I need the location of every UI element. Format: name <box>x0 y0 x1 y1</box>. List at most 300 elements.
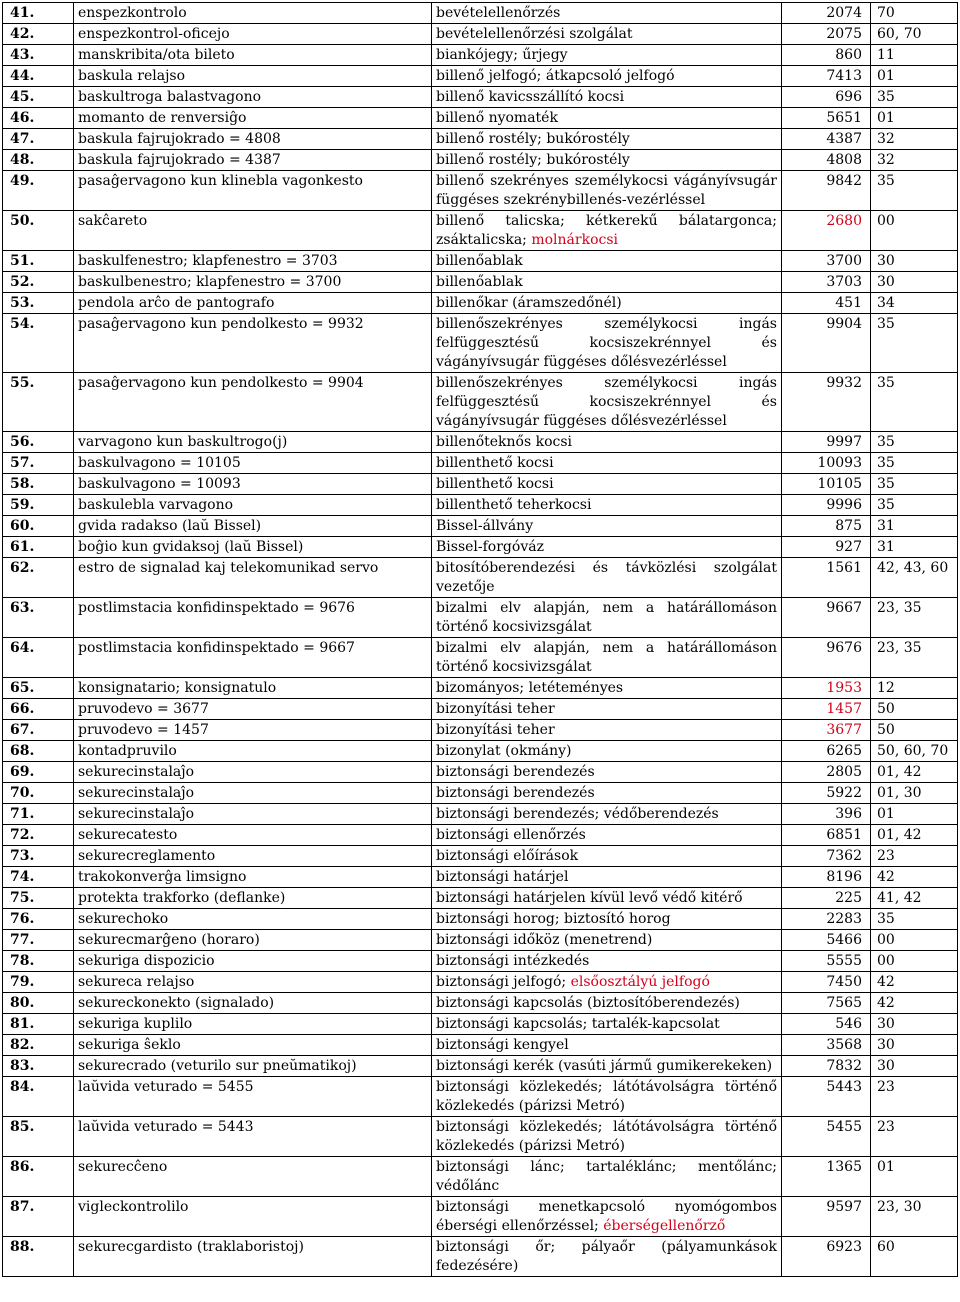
term-code <box>782 1077 871 1117</box>
esperanto-term: pasaĝervagono kun pendolkesto = 9932 <box>74 314 432 373</box>
code-value: 9842 <box>826 173 862 189</box>
code-value: 7450 <box>826 974 862 990</box>
table-row <box>3 1197 958 1237</box>
entry-number: 58. <box>3 474 74 495</box>
term-code <box>782 1237 871 1277</box>
hungarian-term <box>432 678 782 699</box>
term-code <box>782 972 871 993</box>
category-codes: 01, 42 <box>871 825 958 846</box>
esperanto-term: sekurecmarĝeno (horaro) <box>74 930 432 951</box>
term-code <box>782 1117 871 1157</box>
hungarian-term <box>432 804 782 825</box>
text-segment: billenthető kocsi <box>436 476 554 492</box>
entry-number: 60. <box>3 516 74 537</box>
esperanto-term: sekurecinstalaĵo <box>74 804 432 825</box>
esperanto-term: baskula fajrujokrado = 4808 <box>74 129 432 150</box>
text-segment: billenőablak <box>436 274 523 290</box>
entry-number: 86. <box>3 1157 74 1197</box>
table-row <box>3 888 958 909</box>
esperanto-term: pruvodevo = 3677 <box>74 699 432 720</box>
category-codes: 11 <box>871 45 958 66</box>
hungarian-term <box>432 598 782 638</box>
text-segment: billenőszekrényes személykocsi ingás felfüggesztésű kocsiszekrénnyel és vágányívsugár függéses dőlésvezérléssel <box>436 316 777 370</box>
category-codes: 42 <box>871 867 958 888</box>
entry-number: 48. <box>3 150 74 171</box>
text-segment: bevételellenőrzési szolgálat <box>436 26 633 42</box>
entry-number: 67. <box>3 720 74 741</box>
text-segment: biztonsági kapcsolás; tartalék-kapcsolat <box>436 1016 720 1032</box>
term-code <box>782 678 871 699</box>
entry-number: 85. <box>3 1117 74 1157</box>
hungarian-term <box>432 638 782 678</box>
term-code <box>782 373 871 432</box>
text-segment: biztonsági kapcsolás (biztosítóberendezés) <box>436 995 740 1011</box>
table-row <box>3 972 958 993</box>
esperanto-term: protekta trakforko (deflanke) <box>74 888 432 909</box>
code-value: 875 <box>835 518 862 534</box>
table-row <box>3 24 958 45</box>
category-codes: 23, 30 <box>871 1197 958 1237</box>
text-segment: bizonyítási teher <box>436 722 555 738</box>
code-value: 3703 <box>826 274 862 290</box>
highlighted-code: 1953 <box>826 680 862 696</box>
text-segment: biztonsági őr; pályaőr (pályamunkások fedezésére) <box>436 1239 777 1274</box>
entry-number: 52. <box>3 272 74 293</box>
category-codes: 23 <box>871 846 958 867</box>
category-codes: 32 <box>871 150 958 171</box>
esperanto-term: boĝio kun gvidaksoj (laŭ Bissel) <box>74 537 432 558</box>
text-segment: biztonsági berendezés <box>436 785 595 801</box>
term-code <box>782 453 871 474</box>
category-codes: 01 <box>871 1157 958 1197</box>
text-segment: biztonsági berendezés; védőberendezés <box>436 806 719 822</box>
text-segment: bizalmi elv alapján, nem a határállomáson történő kocsivizsgálat <box>436 640 777 675</box>
table-row <box>3 930 958 951</box>
term-code <box>782 1157 871 1197</box>
table-row <box>3 516 958 537</box>
hungarian-term <box>432 373 782 432</box>
esperanto-term: sekuriga dispozicio <box>74 951 432 972</box>
term-code <box>782 537 871 558</box>
category-codes: 35 <box>871 314 958 373</box>
entry-number: 63. <box>3 598 74 638</box>
text-segment: billenőkar (áramszedőnél) <box>436 295 622 311</box>
category-codes: 00 <box>871 211 958 251</box>
esperanto-term: sekuriga kuplilo <box>74 1014 432 1035</box>
esperanto-term: sakĉareto <box>74 211 432 251</box>
hungarian-term <box>432 3 782 24</box>
table-row <box>3 45 958 66</box>
code-value: 927 <box>835 539 862 555</box>
text-segment: biztonsági közlekedés; látótávolságra történő közlekedés (párizsi Metró) <box>436 1079 777 1114</box>
text-segment: billenő nyomaték <box>436 110 558 126</box>
code-value: 7413 <box>826 68 862 84</box>
hungarian-term <box>432 24 782 45</box>
code-value: 5922 <box>826 785 862 801</box>
esperanto-term: gvida radakso (laŭ Bissel) <box>74 516 432 537</box>
esperanto-term: sekurecatesto <box>74 825 432 846</box>
table-row <box>3 741 958 762</box>
entry-number: 50. <box>3 211 74 251</box>
table-row <box>3 783 958 804</box>
table-row <box>3 1056 958 1077</box>
hungarian-term <box>432 951 782 972</box>
esperanto-term: baskulfenestro; klapfenestro = 3703 <box>74 251 432 272</box>
entry-number: 77. <box>3 930 74 951</box>
table-row <box>3 762 958 783</box>
term-code <box>782 211 871 251</box>
text-segment: bevételellenőrzés <box>436 5 561 21</box>
entry-number: 65. <box>3 678 74 699</box>
highlighted-text: éberségellenőrző <box>603 1218 726 1234</box>
entry-number: 62. <box>3 558 74 598</box>
entry-number: 75. <box>3 888 74 909</box>
text-segment: biztonsági időköz (menetrend) <box>436 932 653 948</box>
term-code <box>782 129 871 150</box>
hungarian-term <box>432 1014 782 1035</box>
table-row <box>3 1035 958 1056</box>
glossary-table-body <box>3 3 958 1277</box>
esperanto-term: laŭvida veturado = 5455 <box>74 1077 432 1117</box>
hungarian-term <box>432 251 782 272</box>
text-segment: biztonsági közlekedés; látótávolságra történő közlekedés (párizsi Metró) <box>436 1119 777 1154</box>
category-codes: 01, 42 <box>871 762 958 783</box>
esperanto-term: pruvodevo = 1457 <box>74 720 432 741</box>
table-row <box>3 373 958 432</box>
category-codes: 60, 70 <box>871 24 958 45</box>
hungarian-term <box>432 66 782 87</box>
table-row <box>3 293 958 314</box>
hungarian-term <box>432 1056 782 1077</box>
code-value: 7565 <box>826 995 862 1011</box>
entry-number: 84. <box>3 1077 74 1117</box>
entry-number: 71. <box>3 804 74 825</box>
category-codes: 50 <box>871 699 958 720</box>
category-codes: 23 <box>871 1117 958 1157</box>
esperanto-term: pendola arĉo de pantografo <box>74 293 432 314</box>
term-code <box>782 909 871 930</box>
entry-number: 49. <box>3 171 74 211</box>
code-value: 6265 <box>826 743 862 759</box>
category-codes: 35 <box>871 495 958 516</box>
category-codes: 30 <box>871 1014 958 1035</box>
table-row <box>3 150 958 171</box>
code-value: 396 <box>835 806 862 822</box>
term-code <box>782 474 871 495</box>
entry-number: 79. <box>3 972 74 993</box>
entry-number: 87. <box>3 1197 74 1237</box>
text-segment: biztonsági kerék (vasúti jármű gumikerekeken) <box>436 1058 773 1074</box>
code-value: 6851 <box>826 827 862 843</box>
esperanto-term: sekurecgardisto (traklaboristoj) <box>74 1237 432 1277</box>
table-row <box>3 171 958 211</box>
esperanto-term: sekurecinstalaĵo <box>74 762 432 783</box>
entry-number: 88. <box>3 1237 74 1277</box>
code-value: 7832 <box>826 1058 862 1074</box>
esperanto-term: sekureckonekto (signalado) <box>74 993 432 1014</box>
category-codes: 01 <box>871 108 958 129</box>
table-row <box>3 1077 958 1117</box>
code-value: 9667 <box>826 600 862 616</box>
code-value: 5651 <box>826 110 862 126</box>
esperanto-term: varvagono kun baskultrogo(j) <box>74 432 432 453</box>
table-row <box>3 66 958 87</box>
esperanto-term: baskulvagono = 10105 <box>74 453 432 474</box>
entry-number: 73. <box>3 846 74 867</box>
term-code <box>782 1056 871 1077</box>
code-value: 5443 <box>826 1079 862 1095</box>
code-value: 9597 <box>826 1199 862 1215</box>
term-code <box>782 951 871 972</box>
term-code <box>782 3 871 24</box>
hungarian-term <box>432 720 782 741</box>
table-row <box>3 87 958 108</box>
esperanto-term: enspezkontrol-oficejo <box>74 24 432 45</box>
entry-number: 53. <box>3 293 74 314</box>
category-codes: 35 <box>871 909 958 930</box>
entry-number: 76. <box>3 909 74 930</box>
term-code <box>782 741 871 762</box>
highlighted-code: 1457 <box>826 701 862 717</box>
code-value: 9997 <box>826 434 862 450</box>
category-codes: 35 <box>871 87 958 108</box>
category-codes: 35 <box>871 474 958 495</box>
entry-number: 57. <box>3 453 74 474</box>
term-code <box>782 293 871 314</box>
entry-number: 72. <box>3 825 74 846</box>
entry-number: 80. <box>3 993 74 1014</box>
text-segment: biztonsági ellenőrzés <box>436 827 586 843</box>
text-segment: billenőablak <box>436 253 523 269</box>
entry-number: 78. <box>3 951 74 972</box>
hungarian-term <box>432 909 782 930</box>
table-row <box>3 272 958 293</box>
category-codes: 23, 35 <box>871 638 958 678</box>
entry-number: 82. <box>3 1035 74 1056</box>
table-row <box>3 598 958 638</box>
table-row <box>3 699 958 720</box>
term-code <box>782 598 871 638</box>
entry-number: 45. <box>3 87 74 108</box>
highlighted-text: molnárkocsi <box>531 232 618 248</box>
entry-number: 42. <box>3 24 74 45</box>
table-row <box>3 1157 958 1197</box>
code-value: 5466 <box>826 932 862 948</box>
table-row <box>3 804 958 825</box>
esperanto-term: manskribita/ota bileto <box>74 45 432 66</box>
code-value: 2074 <box>826 5 862 21</box>
term-code <box>782 495 871 516</box>
entry-number: 83. <box>3 1056 74 1077</box>
text-segment: biankójegy; űrjegy <box>436 47 568 63</box>
text-segment: bitosítóberendezési és távközlési szolgálat vezetője <box>436 560 777 595</box>
esperanto-term: laŭvida veturado = 5443 <box>74 1117 432 1157</box>
code-value: 546 <box>835 1016 862 1032</box>
text-segment: billenőszekrényes személykocsi ingás felfüggesztésű kocsiszekrénnyel és vágányívsugár függéses dőlésvezérléssel <box>436 375 777 429</box>
esperanto-term: baskula relajso <box>74 66 432 87</box>
category-codes: 50 <box>871 720 958 741</box>
hungarian-term <box>432 993 782 1014</box>
text-segment: billenő kavicsszállító kocsi <box>436 89 625 105</box>
term-code <box>782 762 871 783</box>
category-codes: 35 <box>871 432 958 453</box>
term-code <box>782 888 871 909</box>
esperanto-term: baskultroga balastvagono <box>74 87 432 108</box>
table-row <box>3 909 958 930</box>
text-segment: billenő rostély; bukórostély <box>436 152 630 168</box>
table-row <box>3 1014 958 1035</box>
hungarian-term <box>432 150 782 171</box>
code-value: 9904 <box>826 316 862 332</box>
text-segment: billenőteknős kocsi <box>436 434 573 450</box>
table-row <box>3 537 958 558</box>
code-value: 3700 <box>826 253 862 269</box>
table-row <box>3 993 958 1014</box>
term-code <box>782 87 871 108</box>
esperanto-term: baskulvagono = 10093 <box>74 474 432 495</box>
entry-number: 64. <box>3 638 74 678</box>
term-code <box>782 825 871 846</box>
esperanto-term: postlimstacia konfidinspektado = 9667 <box>74 638 432 678</box>
category-codes: 60 <box>871 1237 958 1277</box>
term-code <box>782 272 871 293</box>
category-codes: 01, 30 <box>871 783 958 804</box>
code-value: 3568 <box>826 1037 862 1053</box>
category-codes: 32 <box>871 129 958 150</box>
esperanto-term: trakokonverĝa limsigno <box>74 867 432 888</box>
table-row <box>3 495 958 516</box>
hungarian-term <box>432 762 782 783</box>
term-code <box>782 251 871 272</box>
category-codes: 12 <box>871 678 958 699</box>
esperanto-term: pasaĝervagono kun pendolkesto = 9904 <box>74 373 432 432</box>
category-codes: 00 <box>871 930 958 951</box>
category-codes: 31 <box>871 516 958 537</box>
term-code <box>782 171 871 211</box>
text-segment: biztonsági kengyel <box>436 1037 569 1053</box>
hungarian-term <box>432 495 782 516</box>
code-value: 9932 <box>826 375 862 391</box>
code-value: 8196 <box>826 869 862 885</box>
term-code <box>782 24 871 45</box>
hungarian-term <box>432 558 782 598</box>
esperanto-term: sekurecrado (veturilo sur pneŭmatikoj) <box>74 1056 432 1077</box>
code-value: 5555 <box>826 953 862 969</box>
table-row <box>3 720 958 741</box>
code-value: 10105 <box>817 476 862 492</box>
code-value: 2075 <box>826 26 862 42</box>
code-value: 7362 <box>826 848 862 864</box>
code-value: 860 <box>835 47 862 63</box>
table-row <box>3 1117 958 1157</box>
esperanto-term: pasaĝervagono kun klinebla vagonkesto <box>74 171 432 211</box>
term-code <box>782 1035 871 1056</box>
hungarian-term <box>432 783 782 804</box>
category-codes: 01 <box>871 66 958 87</box>
term-code <box>782 516 871 537</box>
table-row <box>3 638 958 678</box>
entry-number: 41. <box>3 3 74 24</box>
category-codes: 42, 43, 60 <box>871 558 958 598</box>
category-codes: 30 <box>871 251 958 272</box>
entry-number: 47. <box>3 129 74 150</box>
entry-number: 68. <box>3 741 74 762</box>
text-segment: billenthető kocsi <box>436 455 554 471</box>
category-codes: 41, 42 <box>871 888 958 909</box>
table-row <box>3 432 958 453</box>
esperanto-term: momanto de renversiĝo <box>74 108 432 129</box>
category-codes: 23, 35 <box>871 598 958 638</box>
hungarian-term <box>432 825 782 846</box>
highlighted-code: 3677 <box>826 722 862 738</box>
code-value: 2805 <box>826 764 862 780</box>
term-code <box>782 930 871 951</box>
text-segment: biztonsági intézkedés <box>436 953 590 969</box>
text-segment: bizonylat (okmány) <box>436 743 572 759</box>
hungarian-term <box>432 1157 782 1197</box>
term-code <box>782 150 871 171</box>
term-code <box>782 804 871 825</box>
term-code <box>782 432 871 453</box>
esperanto-term: baskulbenestro; klapfenestro = 3700 <box>74 272 432 293</box>
text-segment: billenő jelfogó; átkapcsoló jelfogó <box>436 68 675 84</box>
term-code <box>782 108 871 129</box>
esperanto-term: sekurechoko <box>74 909 432 930</box>
esperanto-term: sekurecreglamento <box>74 846 432 867</box>
hungarian-term <box>432 1117 782 1157</box>
term-code <box>782 638 871 678</box>
glossary-table <box>2 2 958 1277</box>
category-codes: 30 <box>871 1035 958 1056</box>
table-row <box>3 558 958 598</box>
esperanto-term: baskulebla varvagono <box>74 495 432 516</box>
hungarian-term <box>432 474 782 495</box>
code-value: 9676 <box>826 640 862 656</box>
esperanto-term: sekuriga ŝeklo <box>74 1035 432 1056</box>
entry-number: 70. <box>3 783 74 804</box>
text-segment: biztonsági határjelen kívül levő védő kitérő <box>436 890 743 906</box>
code-value: 1561 <box>826 560 862 576</box>
term-code <box>782 720 871 741</box>
term-code <box>782 66 871 87</box>
hungarian-term <box>432 432 782 453</box>
category-codes: 01 <box>871 804 958 825</box>
code-value: 2283 <box>826 911 862 927</box>
text-segment: bizományos; letéteményes <box>436 680 624 696</box>
highlighted-text: elsőosztályú jelfogó <box>570 974 710 990</box>
text-segment: biztonsági lánc; tartaléklánc; mentőlánc; védőlánc <box>436 1159 777 1194</box>
esperanto-term: postlimstacia konfidinspektado = 9676 <box>74 598 432 638</box>
entry-number: 59. <box>3 495 74 516</box>
entry-number: 69. <box>3 762 74 783</box>
code-value: 4808 <box>826 152 862 168</box>
entry-number: 46. <box>3 108 74 129</box>
text-segment: biztonsági jelfogó; <box>436 974 571 990</box>
hungarian-term <box>432 108 782 129</box>
term-code <box>782 45 871 66</box>
entry-number: 74. <box>3 867 74 888</box>
table-row <box>3 211 958 251</box>
text-segment: Bissel-állvány <box>436 518 534 534</box>
hungarian-term <box>432 1035 782 1056</box>
category-codes: 35 <box>871 373 958 432</box>
entry-number: 44. <box>3 66 74 87</box>
category-codes: 35 <box>871 453 958 474</box>
hungarian-term <box>432 272 782 293</box>
table-row <box>3 251 958 272</box>
code-value: 5455 <box>826 1119 862 1135</box>
text-segment: Bissel-forgóváz <box>436 539 544 555</box>
